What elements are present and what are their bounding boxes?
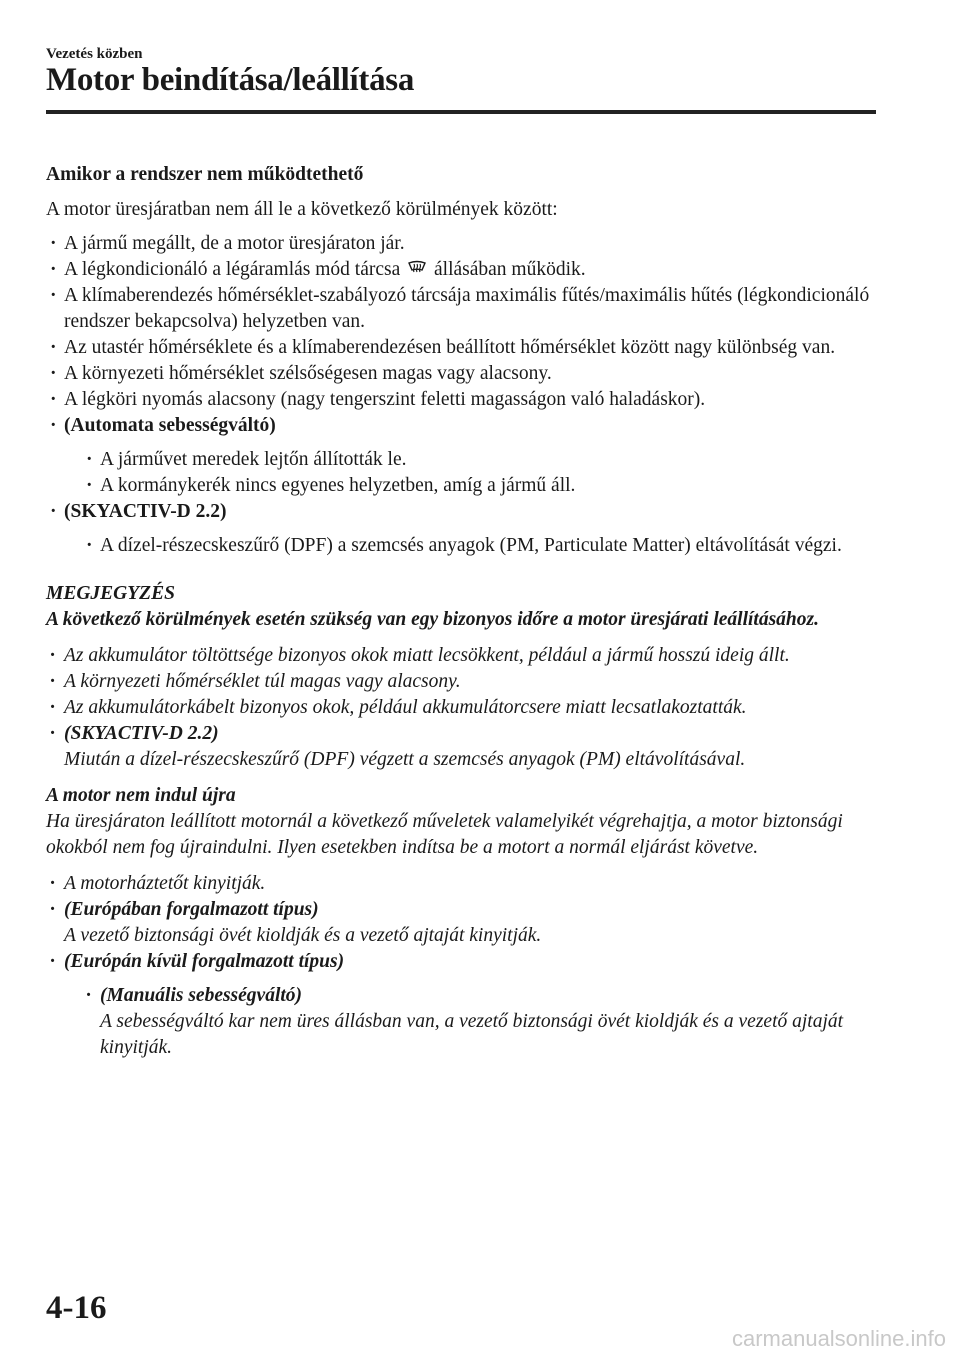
sub-list xyxy=(64,533,876,559)
page-number: 4-16 xyxy=(46,1290,107,1326)
windshield-defrost-icon xyxy=(407,260,427,276)
list-item xyxy=(46,721,876,773)
list-item: · Az utastér hőmérséklete és a klímaberendezésen beállított hőmérséklet között nagy különbség van. xyxy=(46,335,876,361)
list-item: · A légköri nyomás alacsony (nagy tengerszint feletti magasságon való haladáskor). xyxy=(46,387,876,413)
list-item xyxy=(46,257,876,283)
list-item: · A környezeti hőmérséklet túl magas vagy alacsony. xyxy=(46,669,876,695)
list-item: · Az akkumulátor töltöttsége bizonyos okok miatt lecsökkent, például a jármű hosszú ideig állt. xyxy=(46,643,876,669)
page-content xyxy=(46,162,876,1061)
list-item-text: A sebességváltó kar nem üres állásban van, a vezető biztonsági övét kioldják és a vezető ajtaját kinyitják. xyxy=(100,1011,844,1058)
list-item-text: A vezető biztonsági övét kioldják és a vezető ajtaját kinyitják. xyxy=(64,925,542,946)
note-section xyxy=(46,581,876,1061)
note-heading: A következő körülmények esetén szükség van egy bizonyos időre a motor üresjárati leállításához. xyxy=(46,609,819,630)
list-item-label: · (Manuális sebességváltó) xyxy=(100,985,303,1006)
note-list xyxy=(46,643,876,773)
list-item: · A kormánykerék nincs egyenes helyzetben, amíg a jármű áll. xyxy=(82,473,876,499)
list-item: · A motorháztetőt kinyitják. xyxy=(46,871,876,897)
list-item-label: (SKYACTIV-D 2.2) xyxy=(64,501,227,522)
list-item: · A dízel-részecskeszűrő (DPF) a szemcsés anyagok (PM, Particulate Matter) eltávolítását végzi. xyxy=(82,533,876,559)
section-heading: Amikor a rendszer nem működtethető xyxy=(46,164,364,185)
sub-list xyxy=(64,447,876,499)
list-item: · A járművet meredek lejtőn állították le. xyxy=(82,447,876,473)
list-item-text: állásában működik. xyxy=(434,259,586,280)
note-label: MEGJEGYZÉS xyxy=(46,583,175,604)
section-label: Vezetés közben xyxy=(46,46,143,62)
list-item-label: · (Európán kívül forgalmazott típus) xyxy=(64,951,345,972)
restart-list xyxy=(46,871,876,1061)
header-rule xyxy=(46,110,876,114)
list-item-text: Miután a dízel-részecskeszűrő (DPF) végzett a szemcsés anyagok (PM) eltávolításával. xyxy=(64,749,746,770)
list-item-label: (Automata sebességváltó) xyxy=(64,415,276,436)
list-item: · Az akkumulátorkábelt bizonyos okok, például akkumulátorcsere miatt lecsatlakoztatták. xyxy=(46,695,876,721)
restart-text: Ha üresjáraton leállított motornál a következő műveletek valamelyikét végrehajtja, a motor biztonsági okokból nem fog újraindulni. Ilyen esetekben indítsa be a motort a normál eljárást követve. xyxy=(46,811,843,858)
page-title: Motor beindítása/leállítása xyxy=(46,62,415,98)
list-item xyxy=(46,949,876,1061)
list-item xyxy=(46,413,876,499)
restart-heading: A motor nem indul újra xyxy=(46,785,236,806)
list-item-label: · (SKYACTIV-D 2.2) xyxy=(64,723,219,744)
list-item: · A klímaberendezés hőmérséklet-szabályozó tárcsája maximális fűtés/maximális hűtés (légkondicionáló rendszer bekapcsolva) helyzetben van. xyxy=(46,283,876,335)
list-item-label: · (Európában forgalmazott típus) xyxy=(64,899,319,920)
watermark: carmanualsonline.info xyxy=(731,1326,946,1351)
list-item: · A jármű megállt, de a motor üresjáraton jár. xyxy=(46,231,876,257)
list-item xyxy=(46,897,876,949)
intro-text: A motor üresjáratban nem áll le a következő körülmények között: xyxy=(46,199,558,220)
list-item xyxy=(46,499,876,559)
list-item: · A környezeti hőmérséklet szélsőségesen magas vagy alacsony. xyxy=(46,361,876,387)
sub-list xyxy=(64,983,876,1061)
list-item-text: A légkondicionáló a légáramlás mód tárcsa xyxy=(64,259,401,280)
condition-list xyxy=(46,231,876,559)
list-item xyxy=(82,983,876,1061)
